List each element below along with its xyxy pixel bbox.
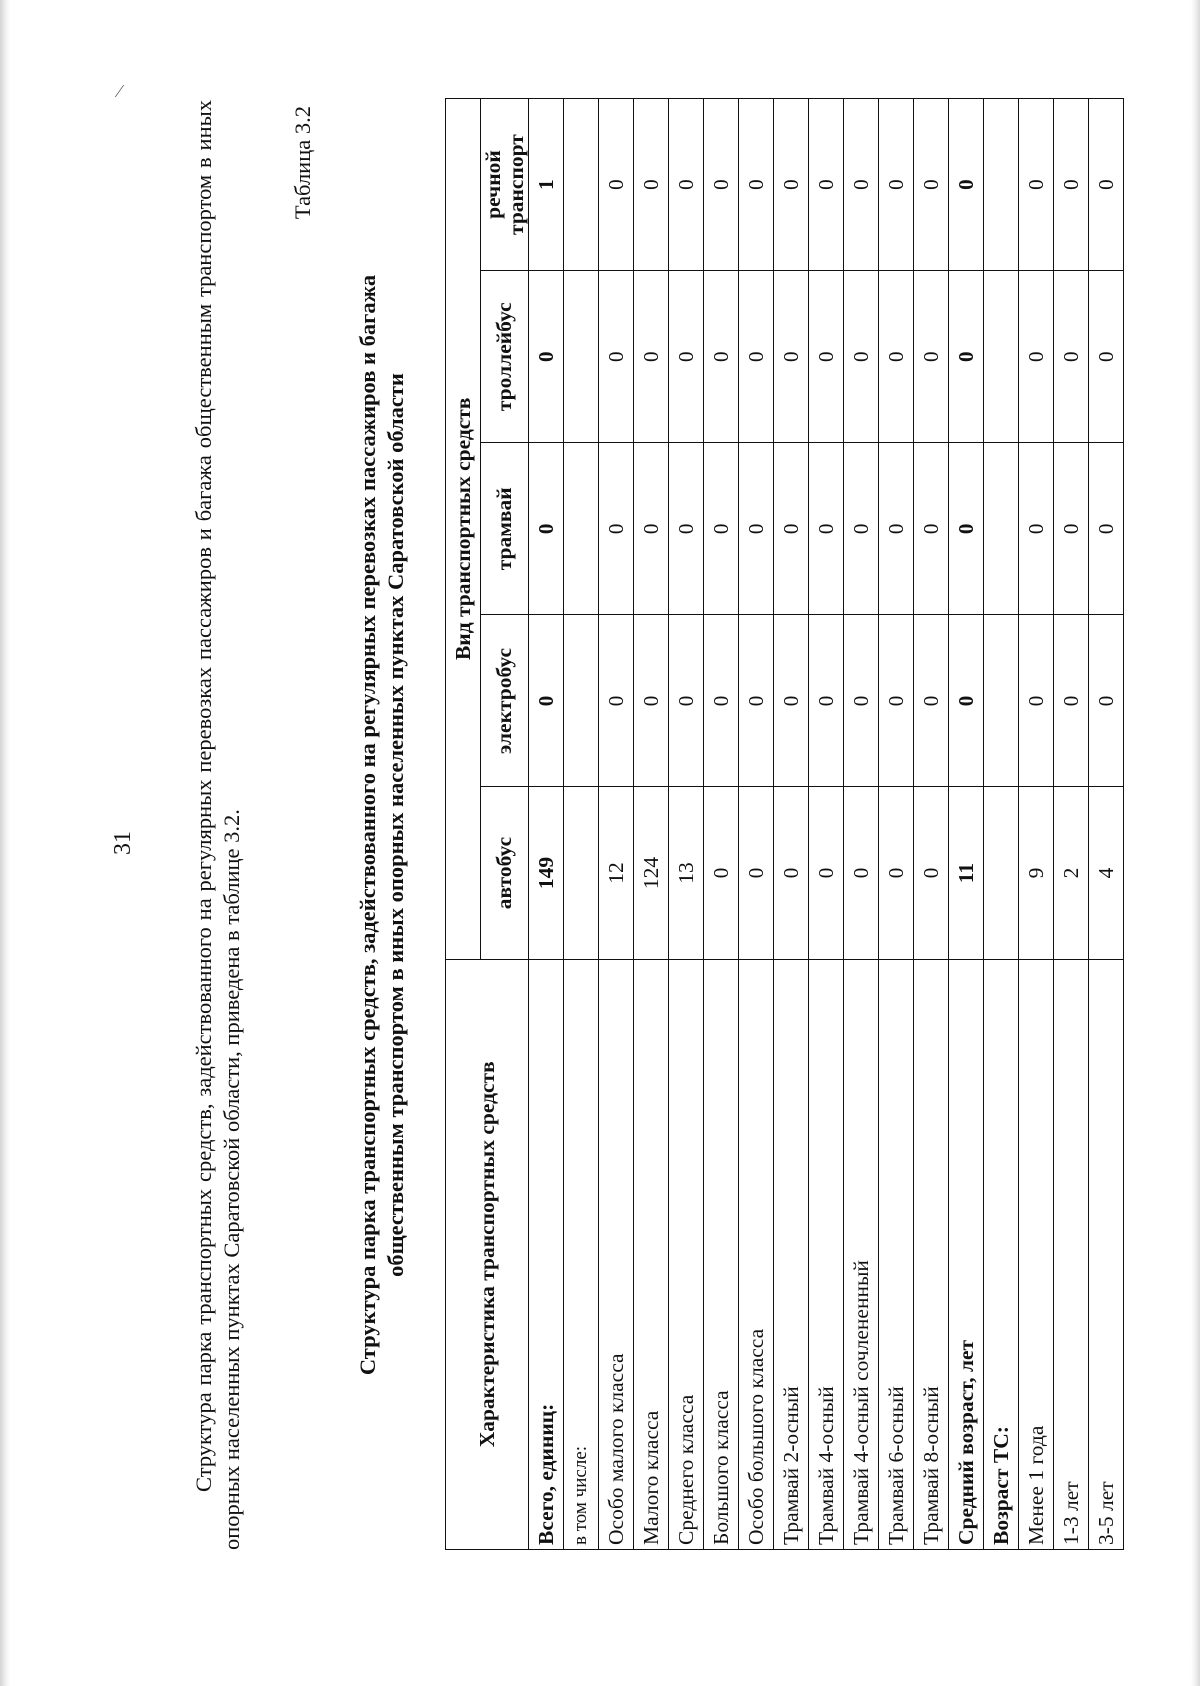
header-col-tram: трамвай: [481, 443, 529, 615]
cell-value: 1: [529, 99, 564, 271]
row-label: Среднего класса: [669, 959, 704, 1549]
cell-value: 0: [669, 99, 704, 271]
cell-value: 0: [599, 99, 634, 271]
row-label: Трамвай 4-осный: [809, 959, 844, 1549]
cell-value: 0: [669, 271, 704, 443]
table-row: [879, 99, 914, 1550]
cell-value: 0: [669, 615, 704, 787]
cell-value: [564, 787, 599, 959]
row-label: 3-5 лет: [1089, 959, 1124, 1549]
cell-value: 0: [949, 615, 984, 787]
cell-value: [564, 271, 599, 443]
cell-value: 0: [774, 271, 809, 443]
cell-value: 0: [739, 443, 774, 615]
cell-value: 0: [774, 787, 809, 959]
row-label: Большого класса: [704, 959, 739, 1549]
table-row: [564, 99, 599, 1550]
cell-value: [984, 443, 1019, 615]
cell-value: 0: [774, 615, 809, 787]
cell-value: 0: [1019, 99, 1054, 271]
table-row: [599, 99, 634, 1550]
cell-value: 0: [809, 99, 844, 271]
cell-value: 0: [1089, 443, 1124, 615]
cell-value: 0: [529, 271, 564, 443]
table-row: [739, 99, 774, 1550]
cell-value: 0: [809, 271, 844, 443]
cell-value: 0: [704, 615, 739, 787]
table-row: [1054, 99, 1089, 1550]
table-row: [949, 99, 984, 1550]
cell-value: [564, 615, 599, 787]
cell-value: 2: [1054, 787, 1089, 959]
cell-value: 0: [704, 271, 739, 443]
cell-value: 0: [599, 615, 634, 787]
cell-value: 0: [634, 271, 669, 443]
fleet-structure-table: [445, 98, 1124, 1550]
cell-value: 0: [1089, 99, 1124, 271]
table-row: [914, 99, 949, 1550]
cell-value: 0: [634, 615, 669, 787]
cell-value: 0: [739, 99, 774, 271]
row-label: Трамвай 6-осный: [879, 959, 914, 1549]
cell-value: 0: [914, 787, 949, 959]
cell-value: 0: [704, 443, 739, 615]
cell-value: 12: [599, 787, 634, 959]
cell-value: 0: [949, 99, 984, 271]
row-label: в том числе:: [564, 959, 599, 1549]
cell-value: 13: [669, 787, 704, 959]
cell-value: 0: [1054, 99, 1089, 271]
cell-value: 0: [914, 99, 949, 271]
header-col-bus: автобус: [481, 787, 529, 959]
cell-value: 0: [914, 271, 949, 443]
cell-value: 0: [879, 443, 914, 615]
cell-value: 0: [1019, 271, 1054, 443]
row-label: Особо малого класса: [599, 959, 634, 1549]
cell-value: 0: [1054, 443, 1089, 615]
table-caption: [354, 100, 410, 1550]
cell-value: 0: [1089, 271, 1124, 443]
header-col-river-transport: речной транспорт: [481, 99, 529, 271]
cell-value: 0: [844, 787, 879, 959]
row-label: Особо большого класса: [739, 959, 774, 1549]
cell-value: 0: [1019, 615, 1054, 787]
cell-value: 0: [1089, 615, 1124, 787]
cell-value: 0: [669, 443, 704, 615]
scan-mark: ⁄: [118, 81, 122, 101]
table-row: [984, 99, 1019, 1550]
row-label: Малого класса: [634, 959, 669, 1549]
row-label: 1-3 лет: [1054, 959, 1089, 1549]
cell-value: 0: [1019, 443, 1054, 615]
cell-value: 149: [529, 787, 564, 959]
row-label: Трамвай 8-осный: [914, 959, 949, 1549]
cell-value: 0: [634, 443, 669, 615]
page-number: 31: [110, 831, 136, 855]
table-row: [809, 99, 844, 1550]
cell-value: 0: [879, 99, 914, 271]
table-row: [529, 99, 564, 1550]
row-label: Всего, единиц:: [529, 959, 564, 1549]
table-body: [529, 99, 1124, 1550]
cell-value: 0: [739, 615, 774, 787]
cell-value: 0: [949, 271, 984, 443]
cell-value: [564, 99, 599, 271]
cell-value: 0: [844, 443, 879, 615]
cell-value: 0: [949, 443, 984, 615]
cell-value: [984, 271, 1019, 443]
row-label: Менее 1 года: [1019, 959, 1054, 1549]
row-label: Средний возраст, лет: [949, 959, 984, 1549]
cell-value: 0: [844, 99, 879, 271]
intro-paragraph: Структура парка транспортных средств, задействованного на регулярных перевозках пассажиров и багажа общественным транспортом в иных опорных населенных пунктах Саратовской области, приведена в таблице 3.2.: [191, 100, 244, 1550]
row-label: Трамвай 4-осный сочлененный: [844, 959, 879, 1549]
cell-value: 11: [949, 787, 984, 959]
cell-value: [984, 99, 1019, 271]
header-characteristic: Характеристика транспортных средств: [446, 959, 529, 1549]
table-caption-line-1: Структура парка транспортных средств, задействованного на регулярных перевозках пассажиров и багажа: [355, 274, 380, 1376]
cell-value: 0: [1054, 271, 1089, 443]
cell-value: 0: [704, 787, 739, 959]
cell-value: 0: [844, 615, 879, 787]
cell-value: 0: [774, 443, 809, 615]
cell-value: 0: [599, 271, 634, 443]
cell-value: 0: [529, 615, 564, 787]
cell-value: 4: [1089, 787, 1124, 959]
table-row: [844, 99, 879, 1550]
cell-value: [984, 787, 1019, 959]
cell-value: 9: [1019, 787, 1054, 959]
cell-value: [984, 615, 1019, 787]
table-row: [704, 99, 739, 1550]
cell-value: 0: [809, 615, 844, 787]
cell-value: 0: [739, 271, 774, 443]
cell-value: 0: [704, 99, 739, 271]
cell-value: 0: [914, 443, 949, 615]
cell-value: 0: [1054, 615, 1089, 787]
cell-value: 0: [879, 271, 914, 443]
cell-value: 0: [529, 443, 564, 615]
cell-value: 0: [809, 787, 844, 959]
cell-value: 0: [809, 443, 844, 615]
cell-value: 0: [879, 787, 914, 959]
header-col-trolleybus: троллейбус: [481, 271, 529, 443]
cell-value: 0: [914, 615, 949, 787]
cell-value: 0: [879, 615, 914, 787]
cell-value: 124: [634, 787, 669, 959]
header-col-electrobus: электробус: [481, 615, 529, 787]
table-caption-line-2: общественным транспортом в иных опорных населенных пунктах Саратовской области: [383, 373, 408, 1277]
header-vehicle-type-group: Вид транспортных средств: [446, 99, 481, 960]
table-header-row-1: [446, 99, 481, 1550]
cell-value: 0: [599, 443, 634, 615]
table-row: [669, 99, 704, 1550]
cell-value: 0: [774, 99, 809, 271]
table-row: [774, 99, 809, 1550]
table-row: [1019, 99, 1054, 1550]
row-label: Трамвай 2-осный: [774, 959, 809, 1549]
cell-value: 0: [844, 271, 879, 443]
table-row: [634, 99, 669, 1550]
row-label: Возраст ТС:: [984, 959, 1019, 1549]
cell-value: 0: [634, 99, 669, 271]
cell-value: 0: [739, 787, 774, 959]
table-label: Таблица 3.2: [290, 106, 315, 220]
table-row: [1089, 99, 1124, 1550]
cell-value: [564, 443, 599, 615]
